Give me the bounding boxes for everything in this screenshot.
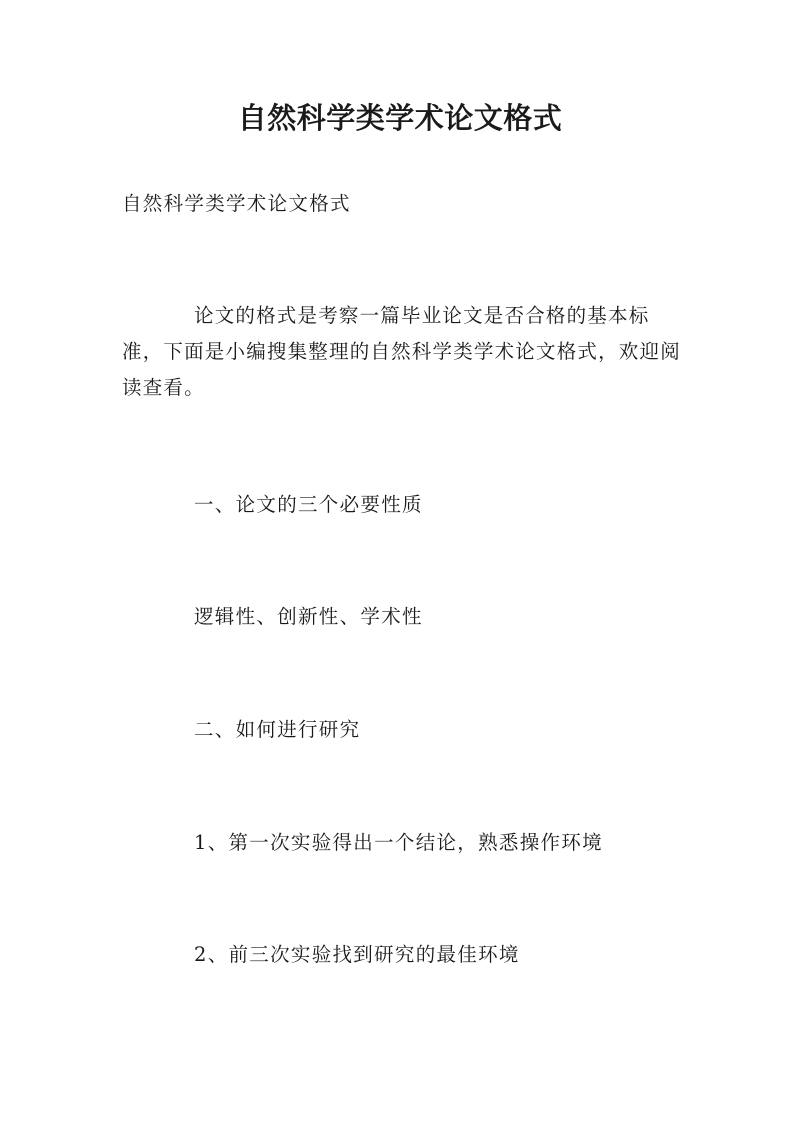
list-item-2: 2、前三次实验找到研究的最佳环境 [194, 943, 520, 966]
section-heading-1: 一、论文的三个必要性质 [194, 493, 423, 516]
list-item-1: 1、第一次实验得出一个结论，熟悉操作环境 [194, 831, 603, 854]
document-subtitle: 自然科学类学术论文格式 [122, 192, 351, 215]
section-heading-2: 二、如何进行研究 [194, 718, 361, 741]
document-title: 自然科学类学术论文格式 [237, 101, 563, 135]
paragraph-properties: 逻辑性、创新性、学术性 [194, 605, 423, 628]
intro-paragraph: 论文的格式是考察一篇毕业论文是否合格的基本标准，下面是小编搜集整理的自然科学类学术论文格式，欢迎阅读查看。 [122, 304, 681, 399]
